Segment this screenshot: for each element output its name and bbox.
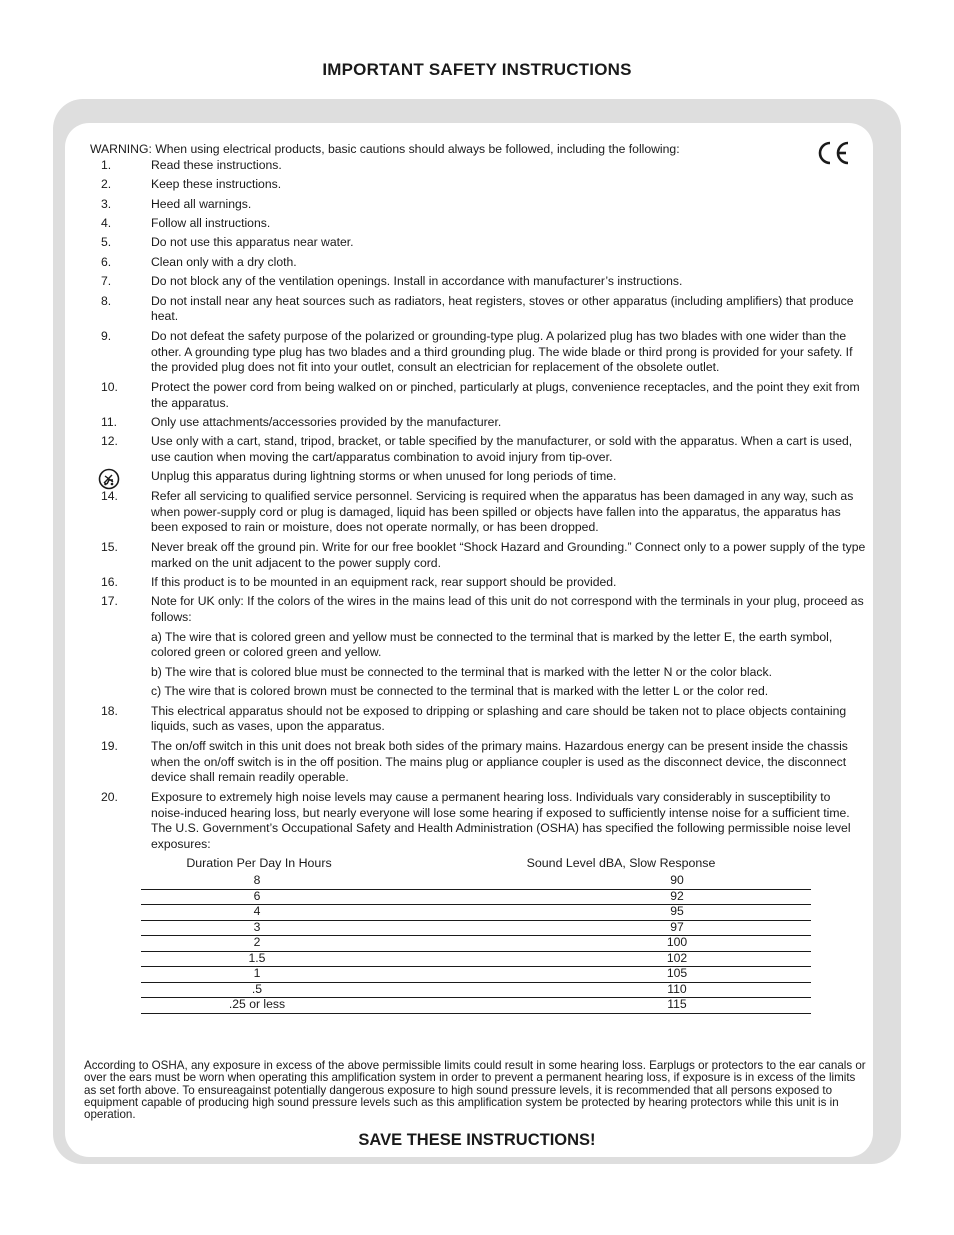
instruction-item bbox=[90, 177, 866, 193]
instruction-item bbox=[90, 329, 866, 376]
warning-label: WARNING: bbox=[90, 142, 152, 156]
instruction-item bbox=[90, 294, 866, 326]
sound-level-cell: 100 bbox=[666, 935, 688, 949]
duration-cell: 1 bbox=[253, 966, 261, 980]
warning-text: When using electrical products, basic cautions should always be followed, including the following: bbox=[151, 142, 680, 156]
sound-level-cell: 102 bbox=[666, 950, 688, 965]
instruction-item bbox=[90, 380, 866, 412]
item-text: Keep these instructions. bbox=[151, 177, 282, 192]
duration-cell: 8 bbox=[253, 873, 261, 887]
warning-paragraph bbox=[90, 142, 866, 158]
duration-cell: 4 bbox=[253, 904, 261, 918]
item-text: Exposure to extremely high noise levels may cause a permanent hearing loss. Individuals vary considerably in susceptibility to noise-induced hearing loss, but nearly everyone will lose some hearing if exposed to sufficiently intense noise for a sufficient time. The U.S. Government’s Occupational Safety and Health Administration (OSHA) has specified the following permissible noise level exposures: bbox=[151, 789, 851, 852]
duration-cell: .5 bbox=[251, 981, 263, 996]
item-number: 12. bbox=[101, 434, 118, 449]
instruction-item bbox=[90, 594, 866, 700]
item-number: 19. bbox=[101, 738, 118, 753]
instruction-item bbox=[90, 739, 866, 786]
item-text: Do not defeat the safety purpose of the polarized or grounding-type plug. A polarized plug has two blades with one wider than the other. A grounding type plug has two blades and a third grounding plug. The wide blade or third prong is provided for your safety. If the provided plug does not fit into your outlet, consult an electrician for replacement of the obsolete outlet. bbox=[151, 328, 853, 375]
page-title: IMPORTANT SAFETY INSTRUCTIONS bbox=[322, 60, 632, 79]
instruction-item bbox=[90, 469, 866, 485]
item-number: 10. bbox=[101, 379, 118, 394]
item-text: Use only with a cart, stand, tripod, bracket, or table specified by the manufacturer, or sold with the apparatus. When a cart is used, use caution when moving the cart/apparatus combination to avoid injury from tip-over. bbox=[151, 434, 853, 465]
item-text: Only use attachments/accessories provided by the manufacturer. bbox=[151, 414, 502, 429]
item-number: 3. bbox=[101, 196, 112, 211]
item-number: 2. bbox=[101, 177, 112, 192]
noise-table-body bbox=[141, 874, 811, 1014]
duration-cell: .25 or less bbox=[228, 997, 286, 1011]
item-number: 15. bbox=[101, 539, 118, 554]
sound-level-cell: 95 bbox=[670, 904, 684, 918]
instruction-item bbox=[90, 540, 866, 572]
duration-cell: 3 bbox=[253, 919, 261, 934]
instruction-item bbox=[90, 216, 866, 232]
duration-cell: 6 bbox=[253, 888, 261, 903]
item-number: 7. bbox=[101, 274, 112, 289]
item-text: Note for UK only: If the colors of the wires in the mains lead of this unit do not correspond with the terminals in your plug, proceed as follows: bbox=[151, 594, 864, 625]
item-text: Clean only with a dry cloth. bbox=[151, 254, 297, 269]
osha-note: According to OSHA, any exposure in excess of the above permissible limits could result in some hearing loss. Earplugs or protectors to the ear canals or over the ears must be worn when operating this amplification system in order to prevent a permanent hearing loss, if exposure is in excess of the limits as set forth above. To ensureagainst potentially dangerous exposure to high sound pressure levels, it is recommended that all persons exposed to equipment capable of producing high sound pressure levels such as this amplification system be protected by hearing protectors while this unit is in operation. bbox=[84, 1059, 866, 1122]
item-number: 11. bbox=[101, 414, 118, 429]
instruction-item bbox=[90, 235, 866, 251]
instruction-item bbox=[90, 489, 866, 536]
item-number: 6. bbox=[101, 254, 112, 269]
item-number: 18. bbox=[101, 703, 118, 718]
duration-cell: 1.5 bbox=[248, 950, 266, 965]
item-text: Refer all servicing to qualified service personnel. Servicing is required when the apparatus has been damaged in any way, such as when power-supply cord or plug is damaged, liquid has been spilled or objects have fallen into the apparatus, the apparatus has been exposed to rain or moisture, does not operate normally, or has been dropped. bbox=[151, 488, 854, 535]
instruction-item bbox=[90, 415, 866, 431]
sound-level-cell: 110 bbox=[667, 981, 687, 996]
sound-level-header: Sound Level dBA, Slow Response bbox=[526, 856, 716, 870]
item-number: 4. bbox=[101, 215, 112, 230]
item-number: 5. bbox=[101, 235, 112, 250]
item-text: Follow all instructions. bbox=[151, 215, 271, 230]
item-number: 20. bbox=[101, 789, 118, 804]
uk-wiring-subitem: c) The wire that is colored brown must be connected to the terminal that is marked with the letter L or the color red. bbox=[151, 684, 769, 699]
instruction-item bbox=[90, 575, 866, 591]
instruction-item bbox=[90, 790, 866, 853]
sound-level-cell: 90 bbox=[670, 873, 684, 887]
instruction-item bbox=[90, 704, 866, 736]
item-text: Unplug this apparatus during lightning storms or when unused for long periods of time. bbox=[151, 469, 617, 484]
uk-wiring-subitem: a) The wire that is colored green and yellow must be connected to the terminal that is marked by the letter E, the earth symbol, colored green or colored green and yellow. bbox=[151, 629, 833, 660]
instruction-item bbox=[90, 255, 866, 271]
item-text: Protect the power cord from being walked on or pinched, particularly at plugs, convenience receptacles, and the point they exit from the apparatus. bbox=[151, 379, 860, 410]
item-number: 1. bbox=[101, 157, 112, 172]
item-text: Do not use this apparatus near water. bbox=[151, 235, 354, 250]
sound-level-cell: 97 bbox=[670, 919, 684, 934]
item-text: The on/off switch in this unit does not break both sides of the primary mains. Hazardous energy can be present inside the chassis when the on/off switch is in the off position. The mains plug or appliance coupler is used as the disconnect device, the disconnect device shall remain readily operable. bbox=[151, 738, 848, 785]
item-text: Do not block any of the ventilation openings. Install in accordance with manufacturer’s instructions. bbox=[151, 274, 683, 289]
instruction-item bbox=[90, 434, 866, 466]
item-text: Do not install near any heat sources such as radiators, heat registers, stoves or other apparatus (including amplifiers) that produce heat. bbox=[151, 293, 854, 324]
item-number: 8. bbox=[101, 293, 112, 308]
sound-level-cell: 115 bbox=[667, 997, 687, 1011]
item-number: 17. bbox=[101, 594, 118, 609]
noise-exposure-table bbox=[141, 856, 811, 1014]
duration-header: Duration Per Day In Hours bbox=[186, 856, 332, 870]
instructions-list bbox=[90, 158, 866, 853]
item-text: This electrical apparatus should not be exposed to dripping or splashing and care should be taken not to place objects containing liquids, such as vases, upon the apparatus. bbox=[151, 703, 847, 734]
item-text: Never break off the ground pin. Write for our free booklet “Shock Hazard and Grounding.” Connect only to a power supply of the type marked on the unit adjacent to the power supply cord. bbox=[151, 539, 866, 570]
item-text: Heed all warnings. bbox=[151, 196, 252, 211]
sound-level-cell: 92 bbox=[670, 888, 684, 903]
uk-wiring-subitem: b) The wire that is colored blue must be connected to the terminal that is marked with the letter N or the color black. bbox=[151, 664, 772, 679]
sound-level-cell: 105 bbox=[666, 966, 688, 980]
instructions-content bbox=[90, 142, 866, 857]
instruction-item bbox=[90, 274, 866, 290]
item-number: 16. bbox=[101, 575, 118, 590]
item-text: If this product is to be mounted in an equipment rack, rear support should be provided. bbox=[151, 575, 617, 590]
instruction-item bbox=[90, 197, 866, 213]
uk-wiring-subitems bbox=[151, 630, 866, 700]
item-number: 9. bbox=[101, 328, 112, 343]
item-text: Read these instructions. bbox=[151, 157, 282, 172]
table-row bbox=[141, 998, 811, 1014]
duration-cell: 2 bbox=[253, 935, 261, 949]
instruction-item bbox=[90, 158, 866, 174]
save-instructions-title: SAVE THESE INSTRUCTIONS! bbox=[358, 1131, 596, 1149]
item-number: 14. bbox=[101, 488, 118, 503]
